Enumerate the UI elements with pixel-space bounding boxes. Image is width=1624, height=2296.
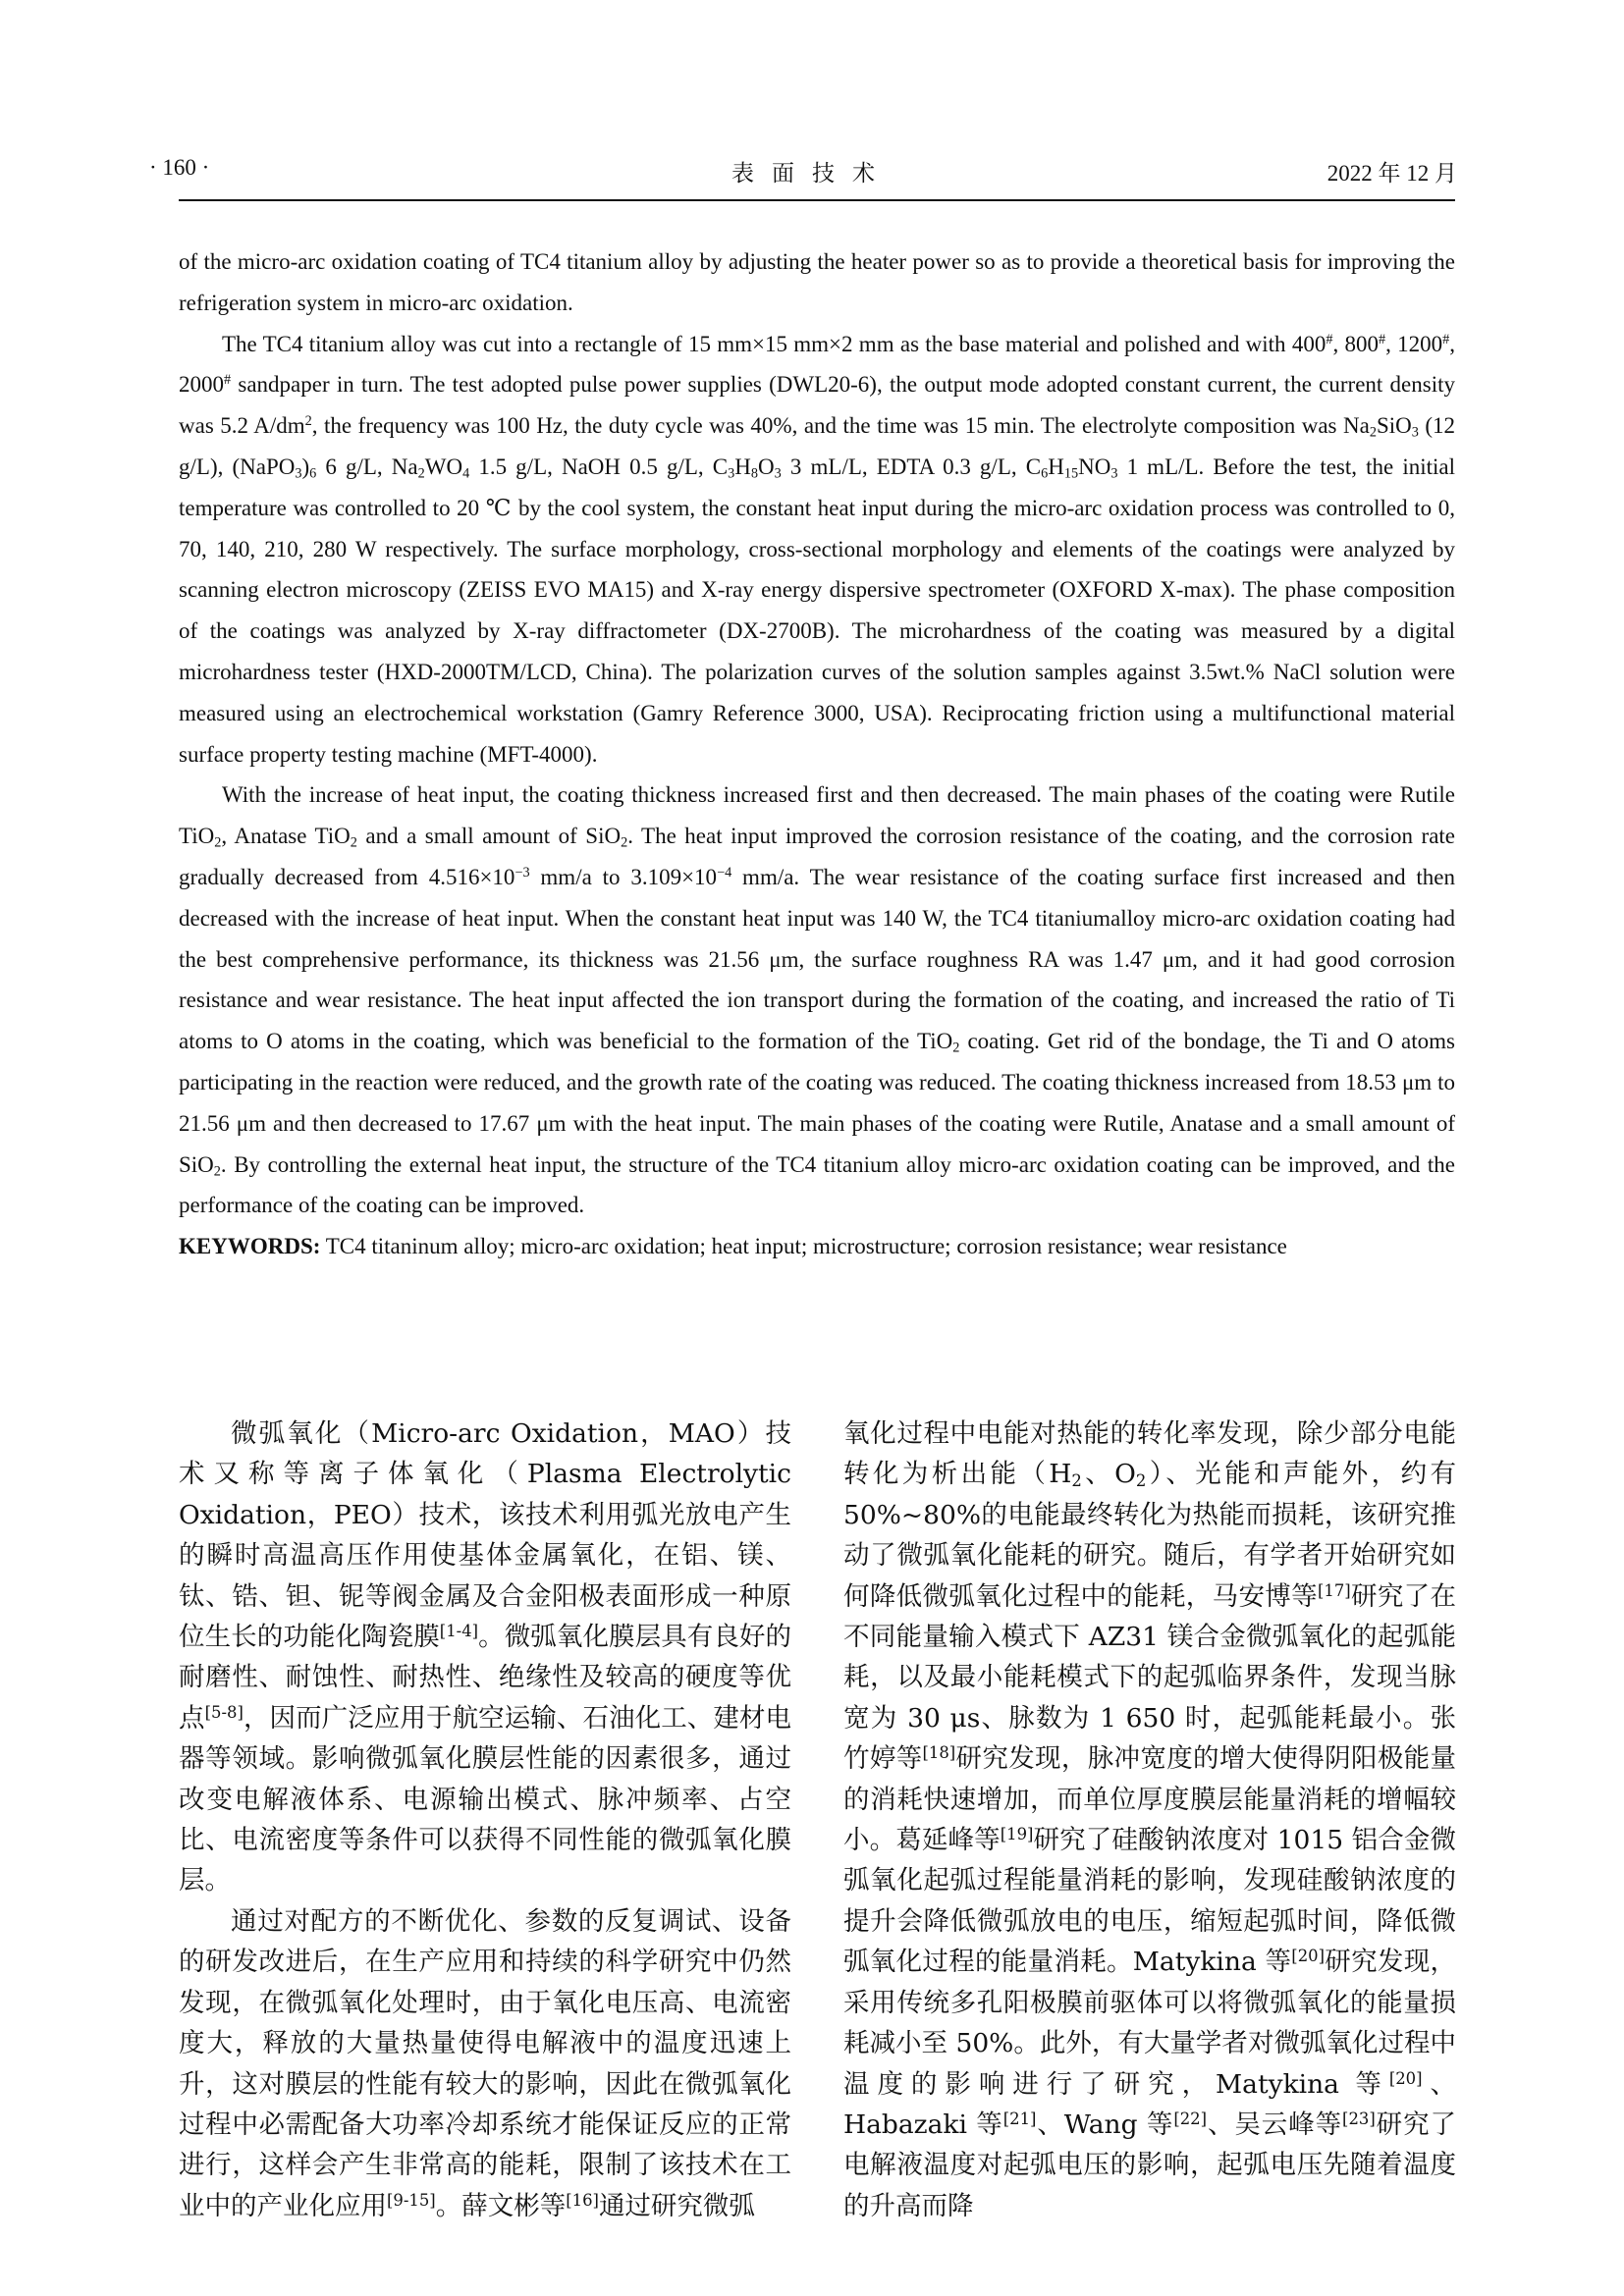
keywords-line	[179, 1226, 1455, 1267]
body-paragraph: 微弧氧化（Micro-arc Oxidation，MAO）技术又称等离子体氧化（Plasma Electrolytic Oxidation，PEO）技术，该技术利用弧光放电产生的瞬时高温高压作用使基体金属氧化，在铝、镁、钛、锆、钽、铌等阀金属及合金阳极表面形成一种原位生长的功能化陶瓷膜[1-4]。微弧氧化膜层具有良好的耐磨性、耐蚀性、耐热性、绝缘性及较高的硬度等优点[5-8]，因而广泛应用于航空运输、石油化工、建材电器等领域。影响微弧氧化膜层性能的因素很多，通过改变电解液体系、电源输出模式、脉冲频率、占空比、电流密度等条件可以获得不同性能的微弧氧化膜层。	[179, 1418, 792, 1896]
keywords-text: TC4 titaninum alloy; micro-arc oxidation; heat input; microstructure; corrosion resistance; wear resistance	[325, 1234, 1287, 1259]
abstract-paragraph: With the increase of heat input, the coating thickness increased first and then decreased. The main phases of the coating were Rutile TiO$_2$, Anatase TiO$_2$ and a small amount of SiO$_2$. The heat input improved the corrosion resistance of the coating, and the corrosion rate gradually decreased from $4.516\times 10^{-3}$ mm/a to $3.109\times 10^{-4}$ mm/a. The wear resistance of the coating surface first increased and then decreased with the increase of heat input. When the constant heat input was 140 W, the TC4 titaniumalloy micro-arc oxidation coating had the best comprehensive performance, its thickness was 21.56 μm, the surface roughness RA was 1.47 μm, and it had good corrosion resistance and wear resistance. The heat input affected the ion transport during the formation of the coating, and increased the ratio of Ti atoms to O atoms in the coating, which was beneficial to the formation of the TiO$_2$ coating. Get rid of the bondage, the Ti and O atoms participating in the reaction were reduced, and the growth rate of the coating was reduced. The coating thickness increased from 18.53 μm to 21.56 μm and then decreased to 17.67 μm with the heat input. The main phases of the coating were Rutile, Anatase and a small amount of SiO$_2$. By controlling the external heat input, the structure of the TC4 titanium alloy micro-arc oxidation coating can be improved, and the performance of the coating can be improved.	[179, 782, 1455, 1218]
header-rule	[179, 199, 1455, 201]
body-paragraph: 氧化过程中电能对热能的转化率发现，除少部分电能转化为析出能（$H_2$、$O_2$）、光能和声能外，约有50%~80%的电能最终转化为热能而损耗，该研究推动了微弧氧化能耗的研究。随后，有学者开始研究如何降低微弧氧化过程中的能耗，马安博等[17]研究了在不同能量输入模式下 AZ31 镁合金微弧氧化的起弧能耗，以及最小能耗模式下的起弧临界条件，发现当脉宽为 30 μs、脉数为 1 650 时，起弧能耗最小。张竹婷等[18]研究发现，脉冲宽度的增大使得阴阳极能量的消耗快速增加，而单位厚度膜层能量消耗的增幅较小。葛延峰等[19]研究了硅酸钠浓度对 1015 铝合金微弧氧化起弧过程能量消耗的影响，发现硅酸钠浓度的提升会降低微弧放电的电压，缩短起弧时间，降低微弧氧化过程的能量消耗。Matykina 等[20]研究发现，采用传统多孔阳极膜前驱体可以将微弧氧化的能量损耗减小至 50%。此外，有大量学者对微弧氧化过程中温度的影响进行了研究，Matykina 等[20]、Habazaki 等[21]、Wang 等[22]、吴云峰等[23]研究了电解液温度对起弧电压的影响，起弧电压先随着温度的升高而降	[843, 1418, 1457, 2221]
english-abstract	[179, 241, 1455, 1267]
abstract-paragraph: of the micro-arc oxidation coating of TC4 titanium alloy by adjusting the heater power so as to provide a theoretical basis for improving the refrigeration system in micro-arc oxidation.	[179, 249, 1455, 315]
issue-date: 2022 年 12 月	[1326, 161, 1457, 186]
keywords-label: KEYWORDS:	[179, 1234, 321, 1259]
body-column-right	[843, 1414, 1456, 2226]
page-number: · 160 ·	[149, 155, 210, 180]
body-column-left	[179, 1414, 791, 2226]
journal-title: 表面技术	[731, 161, 893, 186]
abstract-paragraph: The TC4 titanium alloy was cut into a rectangle of 15 mm×15 mm×2 mm as the base material and polished and with 400#, 800#, 1200#, 2000# sandpaper in turn. The test adopted pulse power supplies (DWL20-6), the output mode adopted constant current, the current density was 5.2 $A/dm^2$, the frequency was 100 Hz, the duty cycle was 40%, and the time was 15 min. The electrolyte composition was $Na_2SiO_3$ (12 g/L), $(NaPO_3)_6$ 6 g/L, $Na_2WO_4$ 1.5 g/L, NaOH 0.5 g/L, $C_3H_8O_3$ 3 mL/L, EDTA 0.3 g/L, $C_6H_{15}NO_3$ 1 mL/L. Before the test, the initial temperature was controlled to 20 ℃ by the cool system, the constant heat input during the micro-arc oxidation process was controlled to 0, 70, 140, 210, 280 W respectively. The surface morphology, cross-sectional morphology and elements of the coatings were analyzed by scanning electron microscopy (ZEISS EVO MA15) and X-ray energy dispersive spectrometer (OXFORD X-max). The phase composition of the coatings was analyzed by X-ray diffractometer (DX-2700B). The microhardness of the coating was measured by a digital microhardness tester (HXD-2000TM/LCD, China). The polarization curves of the solution samples against 3.5wt.% NaCl solution were measured using an electrochemical workstation (Gamry Reference 3000, USA). Reciprocating friction using a multifunctional material surface property testing machine (MFT-4000).	[179, 331, 1456, 767]
body-paragraph: 通过对配方的不断优化、参数的反复调试、设备的研发改进后，在生产应用和持续的科学研究中仍然发现，在微弧氧化处理时，由于氧化电压高、电流密度大，释放的大量热量使得电解液中的温度迅速上升，这对膜层的性能有较大的影响，因此在微弧氧化过程中必需配备大功率冷却系统才能保证反应的正常进行，这样会产生非常高的能耗，限制了该技术在工业中的产业化应用[9-15]。薛文彬等[16]通过研究微弧	[179, 1905, 791, 2221]
